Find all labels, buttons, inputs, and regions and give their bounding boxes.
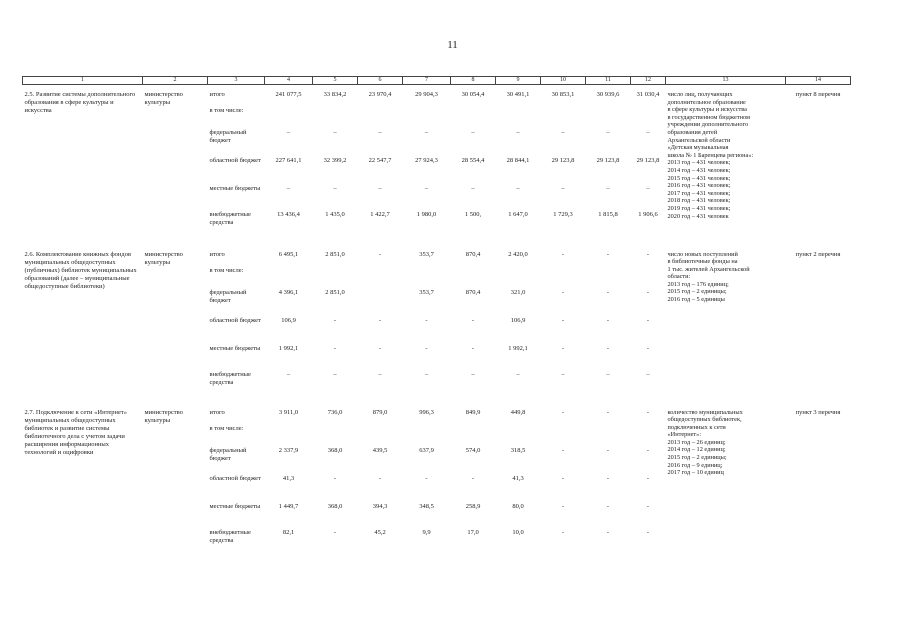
amount-cell: - <box>646 344 650 352</box>
amount-cell: – <box>378 370 382 378</box>
column-number-3: 3 <box>208 77 265 85</box>
column-number-1: 1 <box>23 77 143 85</box>
amount-cell: 2 851,0 <box>325 250 345 258</box>
indicator-line: количество муниципальных <box>667 408 743 416</box>
indicator-line: области: <box>667 273 691 281</box>
amount-cell: 29 904,3 <box>415 91 438 98</box>
funding-source-label: итого <box>209 250 225 258</box>
amount-cell: – <box>333 184 337 192</box>
list-reference: пункт 8 перечня <box>795 91 841 98</box>
amount-cell: – <box>561 128 565 136</box>
indicator-line: 2015 год – 2 единицы; <box>667 454 727 462</box>
column-number-9: 9 <box>496 77 541 85</box>
item-spacer <box>23 237 851 245</box>
amount-cell: 439,5 <box>372 446 388 454</box>
funding-source-label: федеральный бюджет <box>209 446 247 462</box>
amount-cell <box>586 425 631 447</box>
amount-cell: 1 500, <box>464 210 482 218</box>
column-number-10: 10 <box>541 77 586 85</box>
amount-cell: - <box>425 316 428 324</box>
amount-cell: 1 815,8 <box>598 210 618 218</box>
amount-cell: 29 123,8 <box>551 156 575 164</box>
amount-cell <box>313 425 358 447</box>
amount-cell: 574,0 <box>465 446 481 454</box>
amount-cell <box>265 425 313 447</box>
target-indicator <box>666 85 786 237</box>
funding-source-label: итого <box>209 91 225 98</box>
amount-cell: - <box>378 316 382 324</box>
amount-cell: - <box>561 288 565 296</box>
amount-cell: - <box>606 408 610 416</box>
indicator-line: учреждении дополнительного <box>667 121 749 129</box>
amount-cell: - <box>471 316 475 324</box>
amount-cell: 1 980,0 <box>416 210 437 218</box>
amount-cell: 32 399,2 <box>323 156 347 164</box>
funding-source-label: итого <box>209 408 225 416</box>
column-number-11: 11 <box>586 77 631 85</box>
column-number-14: 14 <box>786 77 851 85</box>
measure-title: 2.5. Развитие системы дополнительного образования в сфере культуры и искусства <box>24 91 136 114</box>
amount-cell <box>631 107 666 129</box>
amount-cell: 80,0 <box>512 502 524 510</box>
budget-row <box>23 245 851 267</box>
indicator-line: 2016 год – 431 человек; <box>667 182 731 190</box>
indicator-line: число лиц, получающих <box>667 91 733 98</box>
amount-cell: - <box>606 316 610 324</box>
amount-cell: - <box>425 474 428 482</box>
amount-cell <box>541 267 586 289</box>
amount-cell: – <box>516 128 520 136</box>
amount-cell: – <box>646 184 650 192</box>
amount-cell <box>265 267 313 289</box>
indicator-line: общедоступных библиотек, <box>667 416 742 424</box>
amount-cell: - <box>561 446 565 454</box>
amount-cell: 23 970,4 <box>368 91 392 98</box>
amount-cell: 353,7 <box>419 288 434 296</box>
amount-cell: - <box>606 528 610 536</box>
amount-cell: 241 077,5 <box>275 91 302 98</box>
indicator-line: число новых поступлений <box>667 250 738 258</box>
indicator-line: 2019 год – 431 человек; <box>667 204 731 212</box>
target-indicator <box>666 403 786 555</box>
indicator-line: 2015 год – 431 человек; <box>667 174 731 182</box>
column-number-4: 4 <box>265 77 313 85</box>
amount-cell: 6 495,1 <box>278 250 299 258</box>
amount-cell <box>358 267 403 289</box>
amount-cell: - <box>561 408 565 416</box>
indicator-line: школа № 1 Баренцева региона»: <box>667 151 754 159</box>
amount-cell <box>496 107 541 129</box>
list-reference: пункт 2 перечня <box>795 250 841 258</box>
amount-cell: – <box>606 370 610 378</box>
amount-cell <box>403 425 451 447</box>
amount-cell: 82,1 <box>282 528 295 536</box>
amount-cell: 3 911,0 <box>278 408 299 416</box>
amount-cell: 1 449,7 <box>278 502 299 510</box>
amount-cell: – <box>561 370 565 378</box>
measure-title: 2.7. Подключение к сети «Интернет» муниципальных общедоступных библиотек и развитие системы библиотечного дела с учетом задачи расширения информационных технологий и оцифровки <box>24 408 127 456</box>
amount-cell: - <box>646 446 650 454</box>
indicator-line: 1 тыс. жителей Архангельской <box>667 265 750 273</box>
amount-cell: 30 054,4 <box>461 91 485 98</box>
column-number-row <box>23 77 851 85</box>
indicator-line: Архангельской области <box>667 136 731 144</box>
measure-title: 2.6. Комплектование книжных фондов муниципальных общедоступных (публичных) библиотек муниципальных образований (далее – муниципальные общедоступные библиотеки) <box>24 250 137 290</box>
amount-cell: – <box>471 184 475 192</box>
amount-cell: - <box>646 288 650 296</box>
amount-cell: 2 851,0 <box>325 288 345 296</box>
indicator-line: 2013 год – 176 единиц; <box>667 280 729 288</box>
amount-cell <box>496 267 541 289</box>
indicator-line: 2013 год – 26 единиц; <box>667 438 726 446</box>
amount-cell: - <box>646 474 650 482</box>
amount-cell <box>586 267 631 289</box>
funding-source-label: федеральный бюджет <box>209 128 247 144</box>
amount-cell <box>358 289 403 317</box>
amount-cell: 41,3 <box>282 474 295 482</box>
amount-cell: 29 123,8 <box>636 156 660 164</box>
column-number-6: 6 <box>358 77 403 85</box>
amount-cell <box>631 267 666 289</box>
amount-cell: - <box>561 316 565 324</box>
funding-source-label: областной бюджет <box>209 316 261 324</box>
amount-cell <box>403 107 451 129</box>
amount-cell: 227 641,1 <box>275 156 302 164</box>
amount-cell: – <box>606 128 610 136</box>
amount-cell: - <box>561 502 565 510</box>
amount-cell: – <box>646 370 650 378</box>
amount-cell: - <box>378 344 382 352</box>
amount-cell <box>631 425 666 447</box>
amount-cell: 45,2 <box>374 528 386 536</box>
funding-source-label: внебюджетные средства <box>209 370 251 386</box>
amount-cell: - <box>646 250 650 258</box>
funding-source-label: в том числе: <box>209 424 244 432</box>
column-number-2: 2 <box>143 77 208 85</box>
amount-cell: – <box>286 184 291 192</box>
indicator-line: 2020 год – 431 человек <box>667 212 729 220</box>
amount-cell: 33 834,2 <box>323 91 347 98</box>
amount-cell: – <box>424 184 429 192</box>
amount-cell: 368,0 <box>327 446 343 454</box>
column-number-8: 8 <box>451 77 496 85</box>
indicator-line: «Интернет»: <box>667 431 702 439</box>
amount-cell: 30 853,1 <box>551 91 575 98</box>
amount-cell: - <box>606 344 610 352</box>
amount-cell: – <box>646 128 650 136</box>
funding-source-label: внебюджетные средства <box>209 210 251 226</box>
column-number-7: 7 <box>403 77 451 85</box>
amount-cell <box>586 107 631 129</box>
amount-cell <box>451 425 496 447</box>
indicator-line: 2018 год – 431 человек; <box>667 197 731 205</box>
amount-cell: - <box>333 344 337 352</box>
amount-cell <box>541 107 586 129</box>
amount-cell: 30 491,1 <box>506 91 530 98</box>
amount-cell: 29 123,8 <box>596 156 620 164</box>
amount-cell: 637,9 <box>419 446 434 454</box>
amount-cell: 1 435,0 <box>325 210 345 218</box>
page-number: 11 <box>447 39 458 51</box>
amount-cell: - <box>471 344 475 352</box>
amount-cell <box>451 267 496 289</box>
amount-cell: - <box>333 474 337 482</box>
indicator-line: 2014 год – 431 человек; <box>667 166 731 174</box>
amount-cell: – <box>471 128 475 136</box>
amount-cell: 394,3 <box>372 502 388 510</box>
indicator-line: 2014 год – 12 единиц; <box>667 446 726 454</box>
amount-cell: - <box>606 502 610 510</box>
amount-cell: - <box>606 474 610 482</box>
column-number-5: 5 <box>313 77 358 85</box>
amount-cell: 348,5 <box>419 502 434 510</box>
amount-cell: 879,0 <box>372 408 388 416</box>
amount-cell: 1 992,1 <box>508 344 528 352</box>
amount-cell: – <box>333 128 337 136</box>
amount-cell: 13 436,4 <box>277 210 300 218</box>
amount-cell: 27 924,3 <box>415 156 438 164</box>
indicator-line: 2017 год – 10 единиц <box>667 469 724 477</box>
amount-cell: 10,0 <box>512 528 524 536</box>
amount-cell: - <box>333 528 337 536</box>
amount-cell: - <box>646 316 650 324</box>
responsible-executor: министерство культуры <box>144 91 183 106</box>
amount-cell: – <box>378 128 382 136</box>
indicator-line: 2016 год – 5 единицы <box>667 296 725 304</box>
funding-source-label: местные бюджеты <box>209 502 261 510</box>
amount-cell: 996,3 <box>419 408 434 416</box>
amount-cell: – <box>286 128 291 136</box>
amount-cell: 41,3 <box>512 474 524 482</box>
amount-cell: – <box>561 184 565 192</box>
amount-cell: – <box>516 184 520 192</box>
amount-cell: 368,0 <box>327 502 343 510</box>
amount-cell: - <box>378 474 382 482</box>
amount-cell: - <box>471 474 475 482</box>
amount-cell: 870,4 <box>465 288 481 296</box>
column-number-13: 13 <box>666 77 786 85</box>
amount-cell: 1 422,7 <box>370 210 390 218</box>
amount-cell: - <box>425 344 428 352</box>
amount-cell: – <box>424 370 429 378</box>
indicator-line: 2013 год – 431 человек; <box>667 159 731 167</box>
funding-source-label: федеральный бюджет <box>209 288 247 304</box>
amount-cell: - <box>561 250 565 258</box>
amount-cell <box>313 107 358 129</box>
amount-cell: 2 337,9 <box>278 446 299 454</box>
budget-row <box>23 403 851 425</box>
amount-cell: 17,0 <box>467 528 479 536</box>
amount-cell: 849,9 <box>465 408 481 416</box>
amount-cell <box>451 107 496 129</box>
amount-cell: - <box>561 474 565 482</box>
amount-cell: - <box>646 408 650 416</box>
amount-cell: – <box>424 128 429 136</box>
amount-cell: - <box>606 250 610 258</box>
amount-cell <box>358 107 403 129</box>
amount-cell <box>496 425 541 447</box>
amount-cell: - <box>378 250 382 258</box>
amount-cell: 9,9 <box>422 528 431 536</box>
indicator-line: 2017 год – 431 человек; <box>667 189 731 197</box>
amount-cell: – <box>333 370 337 378</box>
amount-cell: 1 992,1 <box>278 344 299 352</box>
amount-cell: – <box>606 184 610 192</box>
budget-row <box>23 85 851 107</box>
amount-cell: - <box>646 528 650 536</box>
amount-cell: 106,9 <box>281 316 296 324</box>
amount-cell: 28 554,4 <box>461 156 485 164</box>
funding-source-label: внебюджетные средства <box>209 528 251 544</box>
column-number-12: 12 <box>631 77 666 85</box>
amount-cell <box>313 267 358 289</box>
indicator-line: дополнительное образование <box>667 98 746 106</box>
spacer-cell <box>23 237 851 245</box>
amount-cell: 1 906,6 <box>638 210 658 218</box>
amount-cell: 31 030,4 <box>636 91 660 98</box>
indicator-line: «Детская музыкальная <box>667 144 729 152</box>
amount-cell: - <box>646 502 650 510</box>
amount-cell: 4 396,1 <box>278 288 299 296</box>
amount-cell: 30 939,6 <box>596 91 620 98</box>
amount-cell: 870,4 <box>465 250 481 258</box>
amount-cell: 449,8 <box>510 408 526 416</box>
amount-cell: – <box>471 370 475 378</box>
amount-cell: 28 844,1 <box>506 156 530 164</box>
amount-cell: 736,0 <box>327 408 343 416</box>
indicator-line: подключенных к сети <box>667 423 726 431</box>
indicator-line: 2016 год – 9 единиц; <box>667 461 723 469</box>
amount-cell: – <box>516 370 520 378</box>
amount-cell: 1 729,3 <box>553 210 573 218</box>
amount-cell: 318,5 <box>510 446 526 454</box>
responsible-executor: министерство культуры <box>144 408 183 424</box>
amount-cell: 106,9 <box>510 316 526 324</box>
amount-cell: 1 647,0 <box>508 210 528 218</box>
amount-cell: – <box>378 184 382 192</box>
amount-cell <box>541 425 586 447</box>
amount-cell: 2 420,0 <box>508 250 528 258</box>
funding-source-label: областной бюджет <box>209 156 261 164</box>
funding-source-label: в том числе: <box>209 106 244 114</box>
amount-cell <box>358 425 403 447</box>
indicator-line: в библиотечные фонды на <box>667 258 738 266</box>
amount-cell: 22 547,7 <box>368 156 392 164</box>
amount-cell: 353,7 <box>419 250 434 258</box>
amount-cell: 321,0 <box>510 288 526 296</box>
amount-cell: - <box>561 344 565 352</box>
amount-cell: - <box>606 446 610 454</box>
funding-source-label: областной бюджет <box>209 474 261 482</box>
amount-cell: - <box>561 528 565 536</box>
amount-cell <box>403 267 451 289</box>
funding-source-label: в том числе: <box>209 266 244 274</box>
amount-cell: - <box>606 288 610 296</box>
amount-cell: - <box>333 316 337 324</box>
amount-cell <box>265 107 313 129</box>
funding-source-label: местные бюджеты <box>209 184 261 192</box>
funding-source-label: местные бюджеты <box>209 344 261 352</box>
amount-cell: – <box>286 370 291 378</box>
program-table <box>22 76 851 555</box>
indicator-line: в сфере культуры и искусства <box>667 106 747 114</box>
target-indicator <box>666 245 786 397</box>
indicator-line: 2015 год – 2 единицы; <box>667 288 727 296</box>
amount-cell: 258,9 <box>465 502 481 510</box>
indicator-line: образования детей <box>667 128 718 136</box>
responsible-executor: министерство культуры <box>144 250 183 266</box>
indicator-line: в государственном бюджетном <box>667 113 750 121</box>
list-reference: пункт 3 перечня <box>795 408 841 416</box>
